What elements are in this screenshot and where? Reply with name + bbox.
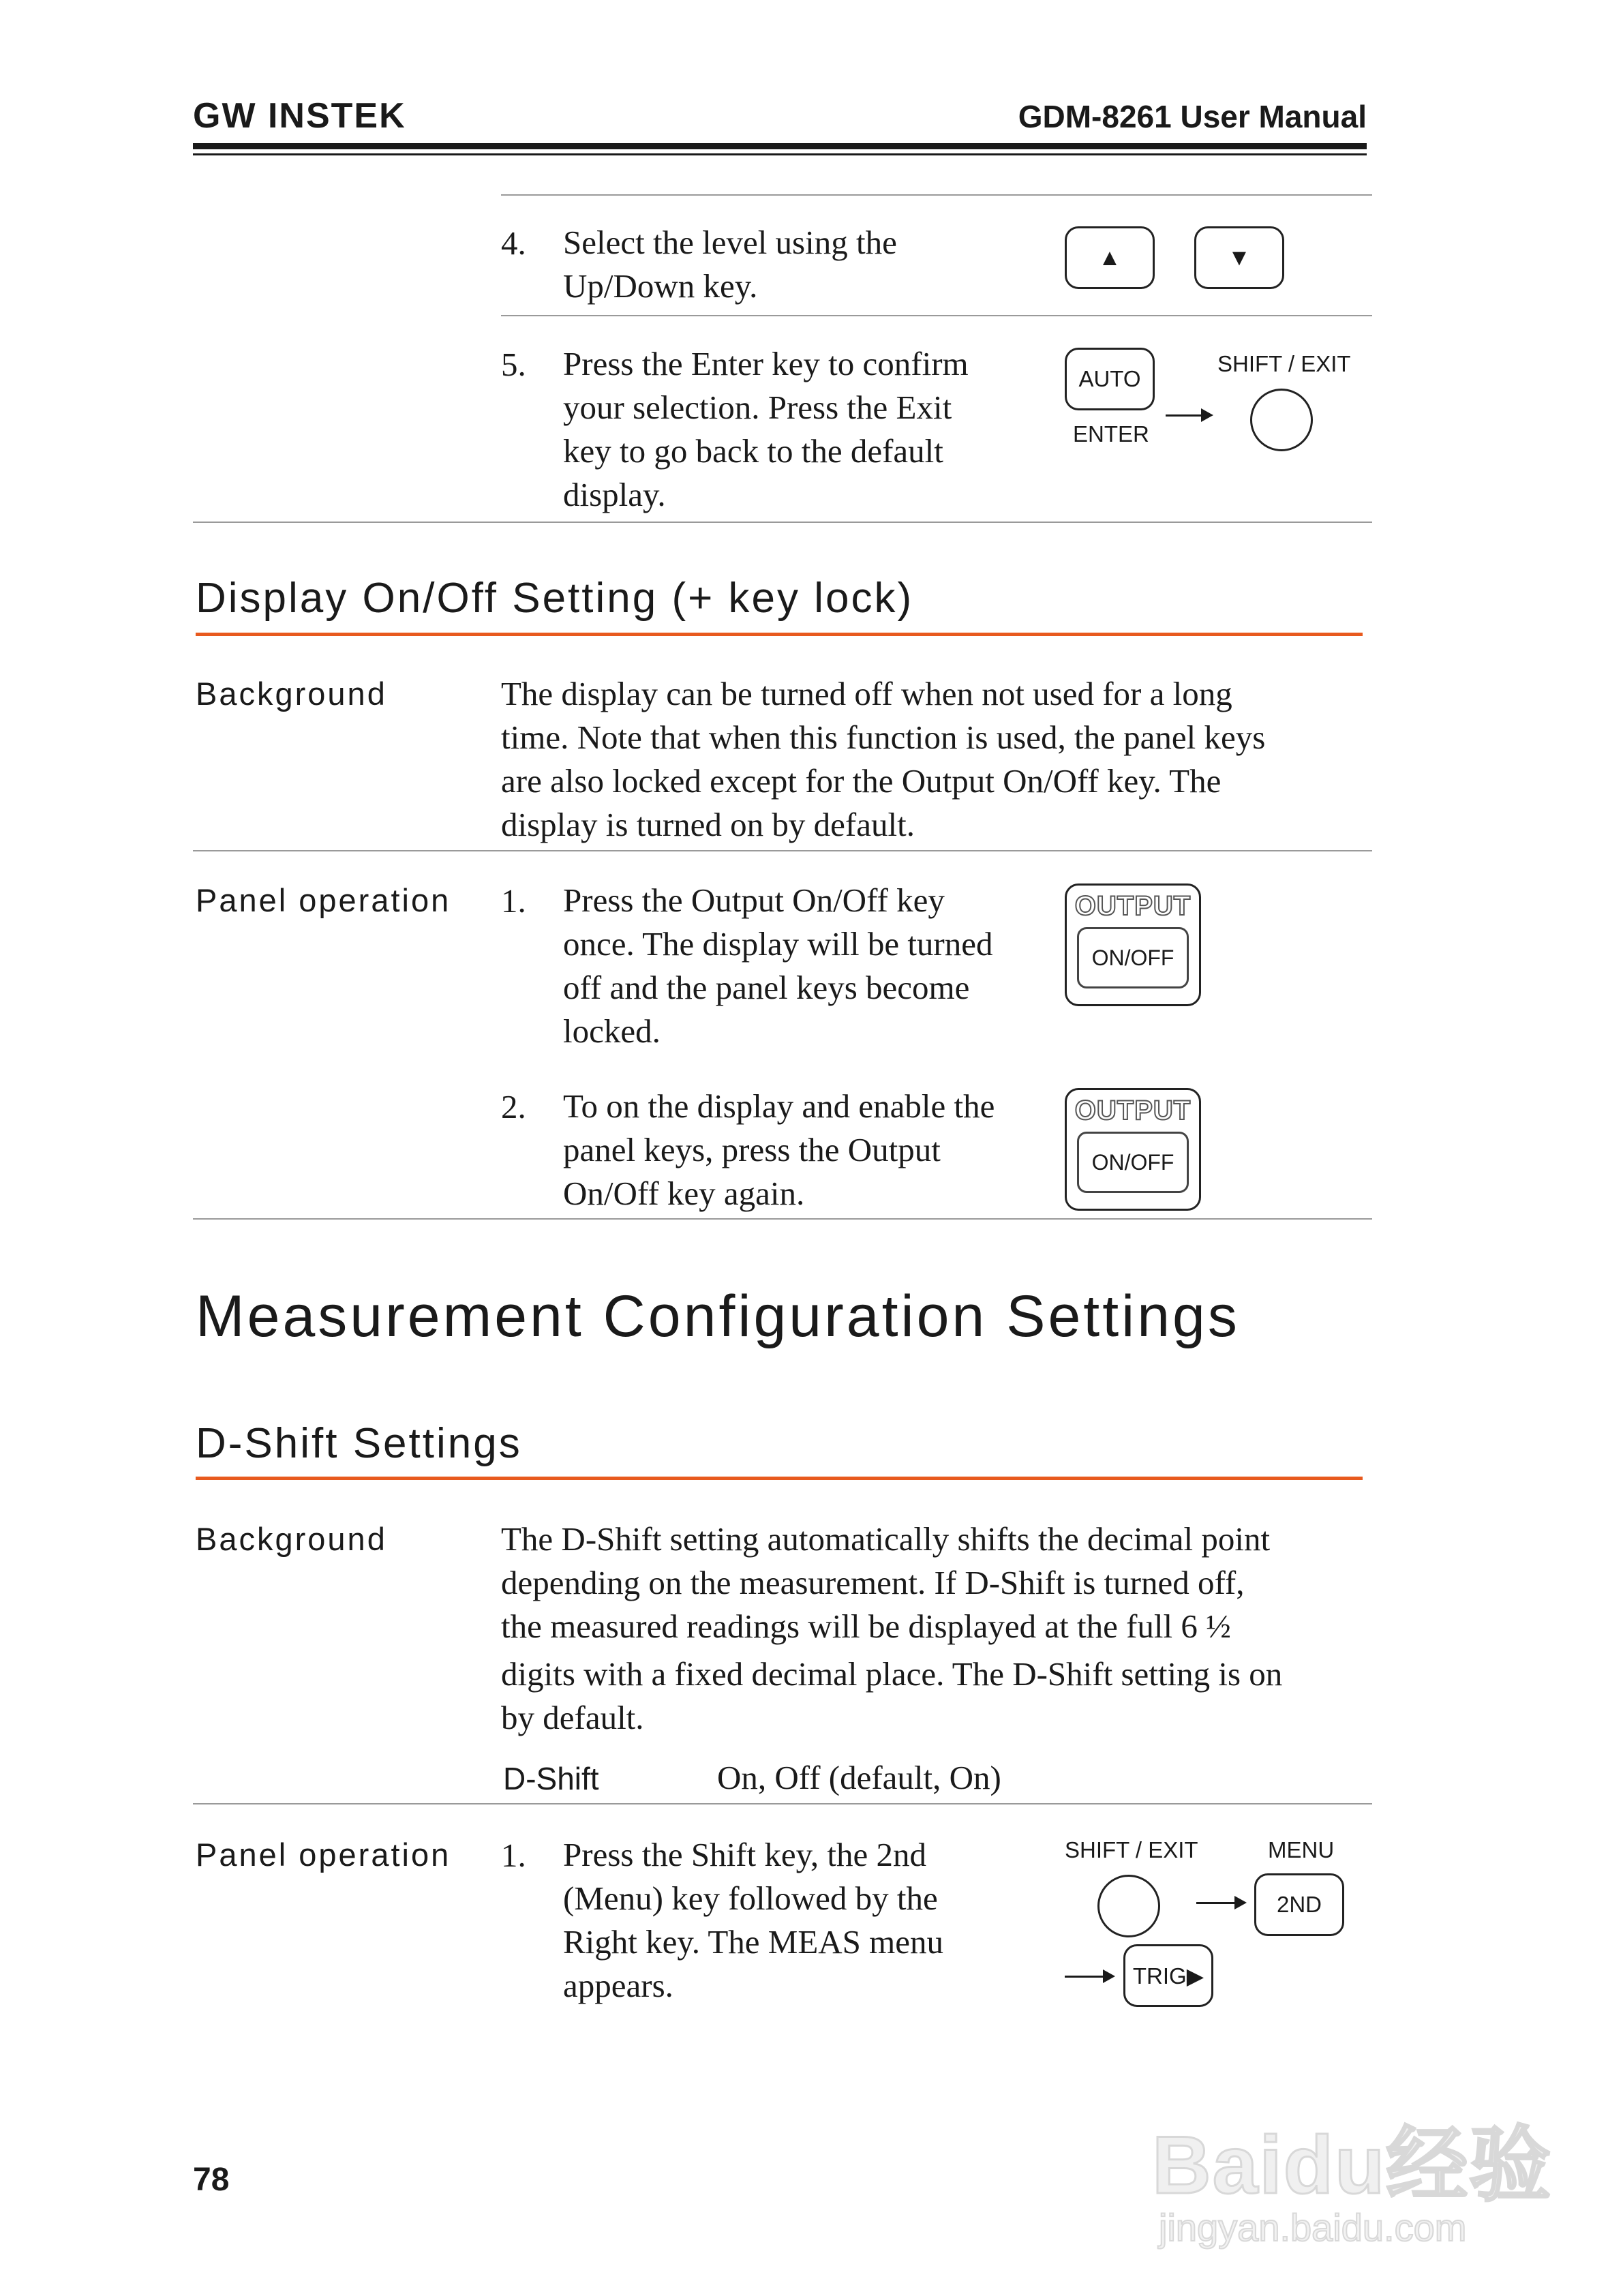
text-line: your selection. Press the Exit [563, 389, 952, 426]
section-underline [196, 1477, 1363, 1480]
step-number: 1. [501, 882, 526, 920]
page-title: Measurement Configuration Settings [196, 1284, 1240, 1349]
setting-values: On, Off (default, On) [717, 1759, 1001, 1796]
down-arrow-icon: ▼ [1228, 244, 1251, 271]
setting-name: D-Shift [503, 1761, 599, 1796]
text-line: key to go back to the default [563, 432, 943, 470]
text-line: Right key. The MEAS menu [563, 1923, 944, 1961]
background-text [501, 1517, 1282, 1740]
divider [193, 1803, 1372, 1804]
up-key[interactable] [1065, 226, 1155, 289]
step-text [563, 879, 993, 1053]
divider [193, 850, 1372, 851]
background-label: Background [196, 676, 387, 712]
watermark-url: jingyan.baidu.com [1159, 2206, 1467, 2249]
auto-enter-key[interactable] [1065, 348, 1155, 410]
text-line: display is turned on by default. [501, 806, 915, 843]
arrow-icon [1196, 1902, 1244, 1904]
output-on-off-key[interactable] [1065, 883, 1201, 1006]
shift-exit-key[interactable] [1097, 1875, 1160, 1937]
text-line: Press the Shift key, the 2nd [563, 1836, 927, 1873]
arrow-icon [1065, 1976, 1112, 1978]
second-label: 2ND [1276, 1892, 1322, 1917]
trig-right-key[interactable] [1123, 1944, 1213, 2007]
output-on-off-key[interactable] [1065, 1088, 1201, 1211]
divider [193, 1218, 1372, 1220]
shift-exit-label: SHIFT / EXIT [1217, 351, 1351, 376]
step-number: 1. [501, 1837, 526, 1874]
text-line: Press the Output On/Off key [563, 881, 945, 919]
trig-label: TRIG▶ [1132, 1963, 1204, 1989]
panel-operation-label: Panel operation [196, 882, 451, 918]
divider [501, 194, 1372, 196]
step-number: 4. [501, 224, 526, 262]
output-label: OUTPUT [1074, 1096, 1192, 1126]
page-number: 78 [193, 2162, 230, 2198]
text-line: Select the level using the [563, 224, 897, 261]
section-title: D-Shift Settings [196, 1420, 522, 1467]
text-line: the measured readings will be displayed at the full 6 ½ [501, 1607, 1231, 1645]
header-rule [193, 143, 1367, 149]
text-line: once. The display will be turned [563, 925, 993, 963]
text-line: time. Note that when this function is used, the panel keys [501, 719, 1266, 756]
text-line: are also locked except for the Output On/Off key. The [501, 762, 1222, 800]
text-line: To on the display and enable the [563, 1087, 995, 1125]
brand-logo: GW INSTEK [193, 96, 406, 136]
text-line: panel keys, press the Output [563, 1131, 941, 1168]
arrow-icon [1166, 414, 1211, 417]
auto-label: AUTO [1078, 366, 1141, 391]
step-text [563, 1085, 995, 1215]
text-line: appears. [563, 1967, 673, 2004]
manual-title: GDM-8261 User Manual [1018, 99, 1367, 134]
step-number: 5. [501, 346, 526, 383]
output-label: OUTPUT [1074, 891, 1192, 921]
step-number: 2. [501, 1088, 526, 1126]
divider [501, 315, 1372, 316]
on-off-label: ON/OFF [1077, 1132, 1189, 1193]
step-text [563, 221, 897, 308]
text-line: digits with a fixed decimal place. The D-Shift setting is on [501, 1655, 1283, 1693]
background-label: Background [196, 1521, 387, 1557]
step-text [563, 1833, 943, 2008]
on-off-label: ON/OFF [1077, 927, 1189, 988]
shift-exit-label: SHIFT / EXIT [1065, 1837, 1198, 1862]
enter-label: ENTER [1073, 421, 1149, 447]
header-rule-thin [193, 153, 1367, 155]
divider [193, 522, 1372, 523]
text-line: off and the panel keys become [563, 969, 970, 1006]
down-key[interactable] [1194, 226, 1284, 289]
watermark-brand: Baidu经验 [1152, 2119, 1553, 2211]
section-underline [196, 633, 1363, 636]
text-line: Press the Enter key to confirm [563, 345, 969, 382]
text-line: (Menu) key followed by the [563, 1879, 938, 1917]
second-menu-key[interactable] [1254, 1873, 1344, 1936]
text-line: depending on the measurement. If D-Shift is turned off, [501, 1564, 1245, 1601]
text-line: The display can be turned off when not used for a long [501, 675, 1232, 712]
section-title: Display On/Off Setting (+ key lock) [196, 575, 914, 622]
text-line: locked. [563, 1012, 661, 1050]
shift-exit-key[interactable] [1250, 389, 1313, 451]
menu-label: MENU [1268, 1837, 1335, 1862]
text-line: display. [563, 476, 666, 513]
step-text [563, 342, 969, 517]
text-line: by default. [501, 1699, 644, 1736]
up-arrow-icon: ▲ [1098, 244, 1121, 271]
text-line: The D-Shift setting automatically shifts the decimal point [501, 1520, 1271, 1558]
panel-operation-label: Panel operation [196, 1837, 451, 1873]
background-text [501, 672, 1265, 847]
text-line: Up/Down key. [563, 267, 758, 305]
text-line: On/Off key again. [563, 1175, 805, 1212]
